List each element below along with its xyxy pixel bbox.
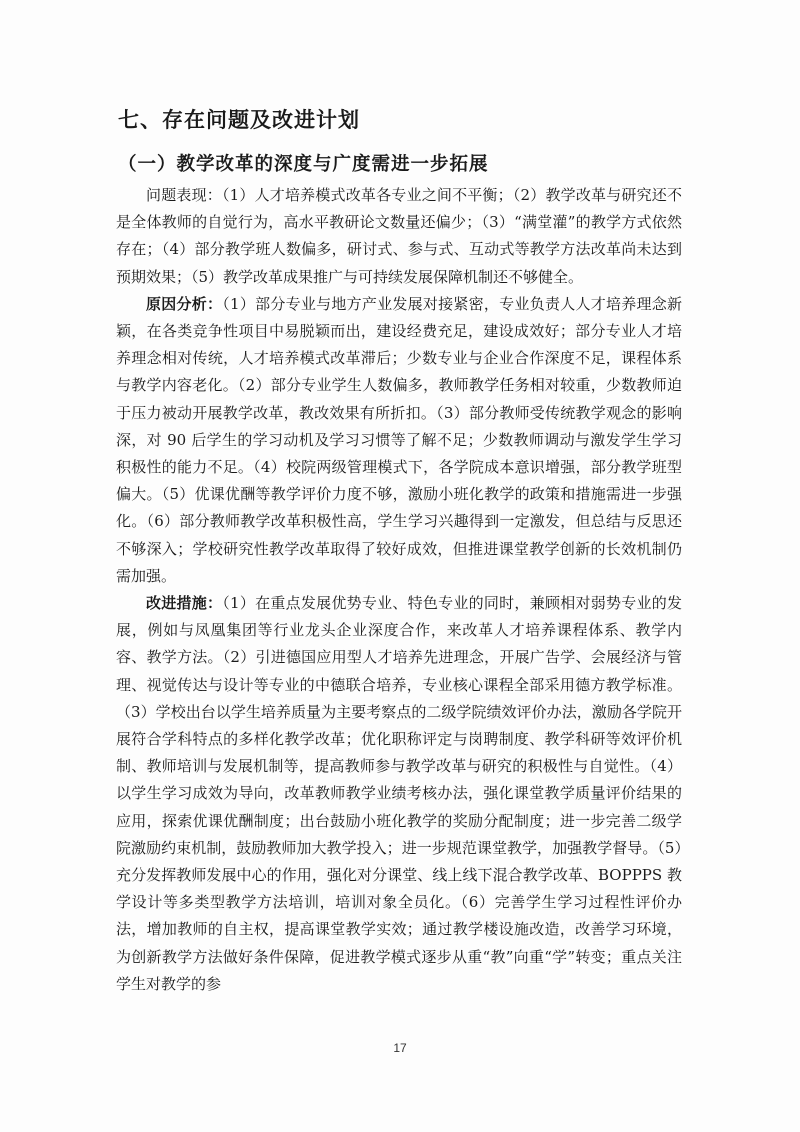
paragraph-text: （1）部分专业与地方产业发展对接紧密，专业负责人人才培养理念新颖，在各类竞争性项目中易脱颖而出，建设经费充足，建设成效好；部分专业人才培养理念相对传统，人才培养模式改革滞后；少数专业与企业合作深度不足，课程体系与教学内容老化。（2）部分专业学生人数偏多，教师教学任务相对较重，少数教师迫于压力被动开展教学改革，教改效果有所折扣。（3）部分教师受传统教学观念的影响深，对 90 后学生的学习动机及学习习惯等了解不足；少数教师调动与激发学生学习积极性的能力不足。（4）校院两级管理模式下，各学院成本意识增强，部分教学班型偏大。（5）优课优酬等教学评价力度不够，激励小班化教学的政策和措施需进一步强化。（6）部分教师教学改革积极性高，学生学习兴趣得到一定激发，但总结与反思还不够深入；学校研究性教学改革取得了较好成效，但推进课堂教学创新的长效机制仍需加强。 <box>116 294 682 585</box>
page-number: 17 <box>393 1041 407 1055</box>
subsection-heading: （一）教学改革的深度与广度需进一步拓展 <box>118 154 489 175</box>
paragraph-lead: 问题表现： <box>146 186 222 204</box>
paragraph-causes <box>116 291 682 590</box>
paragraph-lead: 改进措施： <box>146 594 223 613</box>
paragraph-problems <box>116 182 682 291</box>
paragraph-measures <box>116 590 682 998</box>
section-heading: 七、存在问题及改进计划 <box>118 108 360 132</box>
paragraph-lead: 原因分析： <box>146 294 223 313</box>
paragraph-text: （1）在重点发展优势专业、特色专业的同时，兼顾相对弱势专业的发展，例如与凤凰集团等行业龙头企业深度合作，来改革人才培养课程体系、教学内容、教学方法。（2）引进德国应用型人才培养先进理念，开展广告学、会展经济与管理、视觉传达与设计等专业的中德联合培养，专业核心课程全部采用德方教学标准。（3）学校出台以学生培养质量为主要考察点的二级学院绩效评价办法，激励各学院开展符合学科特点的多样化教学改革；优化职称评定与岗聘制度、教学科研等效评价机制、教师培训与发展机制等，提高教师参与教学改革与研究的积极性与自觉性。（4）以学生学习成效为导向，改革教师教学业绩考核办法，强化课堂教学质量评价结果的应用，探索优课优酬制度；出台鼓励小班化教学的奖励分配制度；进一步完善二级学院激励约束机制，鼓励教师加大教学投入；进一步规范课堂教学，加强教学督导。（5）充分发挥教师发展中心的作用，强化对分课堂、线上线下混合教学改革、BOPPPS 教学设计等多类型教学方法培训，培训对象全员化。（6）完善学生学习过程性评价办法，增加教师的自主权，提高课堂教学实效；通过教学楼设施改造，改善学习环境，为创新教学方法做好条件保障，促进教学模式逐步从重“教”向重“学”转变；重点关注学生对教学的参 <box>116 594 682 993</box>
body-text <box>116 182 682 998</box>
paragraph-text: （1）人才培养模式改革各专业之间不平衡；（2）教学改革与研究还不是全体教师的自觉行为，高水平教研论文数量还偏少；（3）“满堂灌”的教学方式依然存在；（4）部分教学班人数偏多，研讨式、参与式、互动式等教学方法改革尚未达到预期效果；（5）教学改革成果推广与可持续发展保障机制还不够健全。 <box>116 186 682 286</box>
